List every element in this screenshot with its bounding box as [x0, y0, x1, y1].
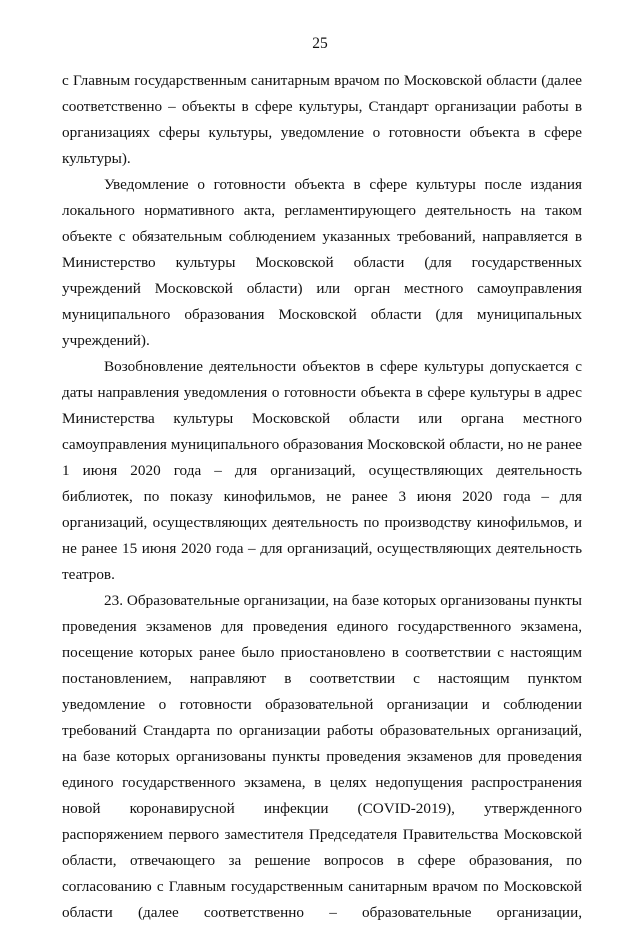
paragraph-clause-23: 23. Образовательные организации, на базе которых организованы пункты проведения экзаменов для проведения единого государственного экзамена, посещение которых ранее было приостановлено в соответствии с настоящим постановлением, направляют в соответствии с настоящим пунктом уведомление о готовности образовательной организации и соблюдении требований Стандарта по организации работы образовательных организаций, на базе которых организованы пункты проведения экзаменов для проведения единого государственного экзамена, в целях недопущения распространения новой коронавирусной инфекции (COVID-2019), утвержденного распоряжением первого заместителя Председателя Правительства Московской области, отвечающего за решение вопросов в сфере образования, по согласованию с Главным государственным санитарным врачом по Московской области (далее соответственно – образовательные организации,	[62, 592, 582, 921]
paragraph-notification: Уведомление о готовности объекта в сфере культуры после издания локального нормативного акта, регламентирующего деятельность на таком объекте с обязательным соблюдением указанных требований, направляется в Министерство культуры Московской области (для государственных учреждений Московской области) или орган местного самоуправления муниципального образования Московской области (для муниципальных учреждений).	[62, 176, 582, 349]
document-body	[62, 68, 582, 926]
page-number: 25	[312, 35, 328, 52]
paragraph-continuation: с Главным государственным санитарным врачом по Московской области (далее соответственно – объекты в сфере культуры, Стандарт организации работы в организациях сферы культуры, уведомление о готовности объекта в сфере культуры).	[62, 72, 582, 167]
paragraph-resumption: Возобновление деятельности объектов в сфере культуры допускается с даты направления уведомления о готовности объекта в сфере культуры в адрес Министерства культуры Московской области или органа местного самоуправления муниципального образования Московской области, но не ранее 1 июня 2020 года – для организаций, осуществляющих деятельность библиотек, по показу кинофильмов, не ранее 3 июня 2020 года – для организаций, осуществляющих деятельность по производству кинофильмов, и не ранее 15 июня 2020 года – для организаций, осуществляющих деятельность театров.	[62, 358, 582, 583]
